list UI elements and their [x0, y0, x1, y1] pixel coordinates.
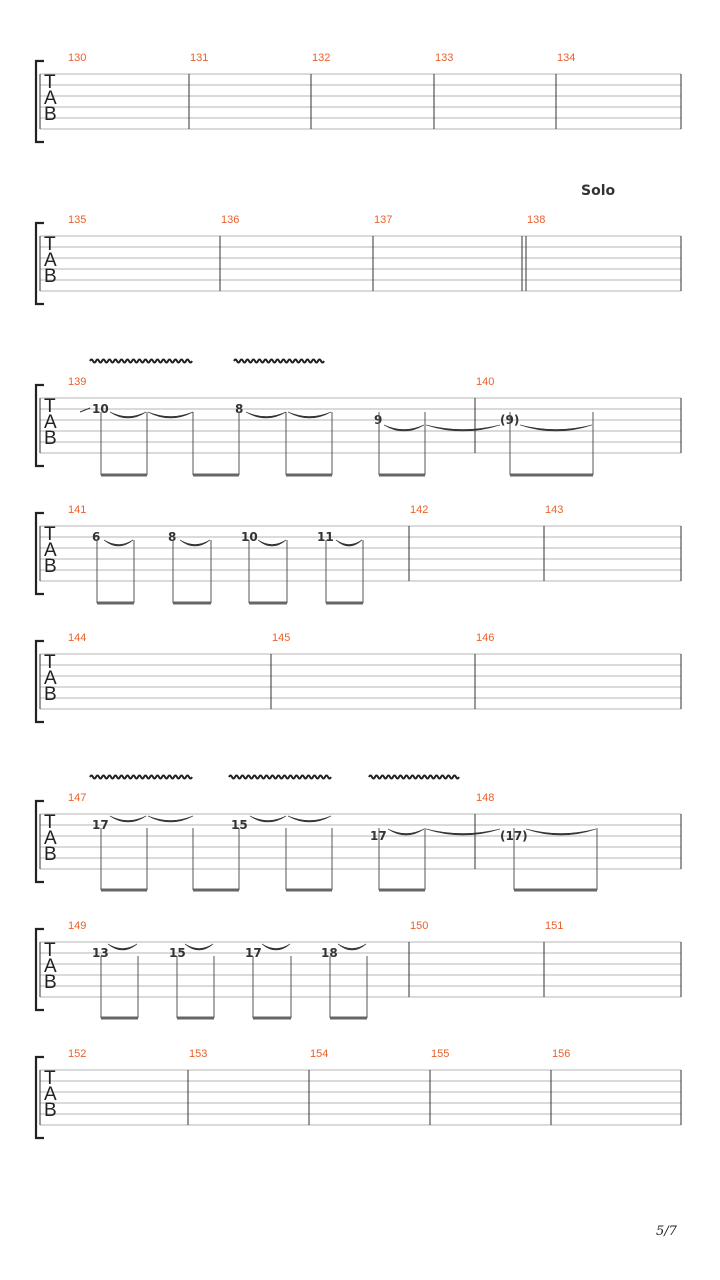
tab-clef-letter: T [44, 652, 56, 673]
measure-number: 136 [221, 214, 240, 226]
tie-slur [526, 829, 596, 835]
tie-slur [258, 540, 286, 546]
tab-clef-letter: B [44, 844, 57, 865]
tie-slur [336, 540, 362, 546]
measure-number: 156 [552, 1048, 571, 1060]
vibrato-mark [90, 360, 192, 363]
measure-number: 147 [68, 792, 87, 804]
tab-clef-letter: A [44, 668, 57, 689]
fret-number: 15 [169, 946, 186, 960]
measure-number: 149 [68, 920, 87, 932]
tab-system [36, 214, 681, 304]
tab-clef-letter: T [44, 524, 56, 545]
fret-number: 15 [231, 818, 248, 832]
tab-clef-letter: A [44, 250, 57, 271]
tab-clef-letter: A [44, 956, 57, 977]
measure-number: 145 [272, 632, 291, 644]
tie-slur [185, 944, 213, 950]
tie-slur [338, 944, 366, 950]
tie-slur [388, 829, 424, 835]
tab-clef-letter: A [44, 828, 57, 849]
measure-number: 150 [410, 920, 429, 932]
tab-system [36, 52, 681, 142]
fret-number: (9) [500, 413, 520, 427]
measure-number: 152 [68, 1048, 87, 1060]
measure-number: 138 [527, 214, 546, 226]
measure-number: 154 [310, 1048, 329, 1060]
fret-number: (17) [500, 829, 528, 843]
measure-number: 139 [68, 376, 87, 388]
tab-system [36, 776, 681, 891]
fret-number: 8 [235, 402, 244, 416]
tab-clef-letter: B [44, 428, 57, 449]
fret-number: 10 [241, 530, 258, 544]
vibrato-mark [90, 776, 192, 779]
page-number: 5/7 [656, 1224, 677, 1239]
tie-slur [426, 425, 500, 431]
vibrato-mark [369, 776, 459, 779]
tie-slur [520, 425, 592, 431]
tab-clef-letter: A [44, 88, 57, 109]
measure-number: 133 [435, 52, 454, 64]
tab-clef-letter: T [44, 234, 56, 255]
fret-number: 11 [317, 530, 334, 544]
tab-system [36, 504, 681, 603]
tie-slur [250, 816, 286, 822]
measure-number: 140 [476, 376, 495, 388]
vibrato-mark [229, 776, 331, 779]
measure-number: 134 [557, 52, 576, 64]
vibrato-mark [234, 360, 324, 363]
tie-slur [288, 412, 331, 418]
tab-clef-letter: T [44, 940, 56, 961]
measure-number: 155 [431, 1048, 450, 1060]
fret-number: 13 [92, 946, 109, 960]
fret-number: 6 [92, 530, 101, 544]
section-label: Solo [581, 183, 616, 199]
fret-number: 17 [245, 946, 262, 960]
measure-number: 146 [476, 632, 495, 644]
tie-slur [262, 944, 290, 950]
measure-number: 153 [189, 1048, 208, 1060]
fret-number: 9 [374, 413, 383, 427]
tab-clef-letter: B [44, 556, 57, 577]
fret-number: 18 [321, 946, 338, 960]
measure-number: 143 [545, 504, 564, 516]
tie-slur [148, 816, 193, 822]
tab-clef-letter: T [44, 1068, 56, 1089]
tab-system [36, 360, 681, 476]
tie-slur [288, 816, 331, 822]
measure-number: 141 [68, 504, 87, 516]
tie-slur [246, 412, 286, 418]
tie-slur [108, 944, 137, 950]
tie-slur [148, 412, 193, 418]
measure-number: 137 [374, 214, 393, 226]
tab-clef-letter: T [44, 72, 56, 93]
tie-slur [104, 540, 133, 546]
tab-clef-letter: B [44, 972, 57, 993]
tab-clef-letter: B [44, 104, 57, 125]
tie-slur [180, 540, 210, 546]
fret-number: 17 [92, 818, 109, 832]
tab-clef-letter: B [44, 684, 57, 705]
tie-slur [426, 829, 500, 835]
measure-number: 151 [545, 920, 564, 932]
tab-clef-letter: T [44, 812, 56, 833]
fret-number: 8 [168, 530, 177, 544]
tab-clef-letter: A [44, 1084, 57, 1105]
tab-system [36, 920, 681, 1018]
measure-number: 131 [190, 52, 209, 64]
measure-number: 142 [410, 504, 429, 516]
tab-clef-letter: B [44, 1100, 57, 1121]
tie-slur [384, 425, 424, 431]
tab-system [36, 632, 681, 722]
tab-system [36, 1048, 681, 1138]
tab-clef-letter: A [44, 412, 57, 433]
measure-number: 130 [68, 52, 87, 64]
tab-clef-letter: B [44, 266, 57, 287]
tie-slur [110, 412, 146, 418]
tab-clef-letter: A [44, 540, 57, 561]
tab-clef-letter: T [44, 396, 56, 417]
measure-number: 135 [68, 214, 87, 226]
fret-number: 17 [370, 829, 387, 843]
tie-slur [110, 816, 146, 822]
measure-number: 144 [68, 632, 87, 644]
fret-number: 10 [92, 402, 109, 416]
measure-number: 132 [312, 52, 331, 64]
measure-number: 148 [476, 792, 495, 804]
